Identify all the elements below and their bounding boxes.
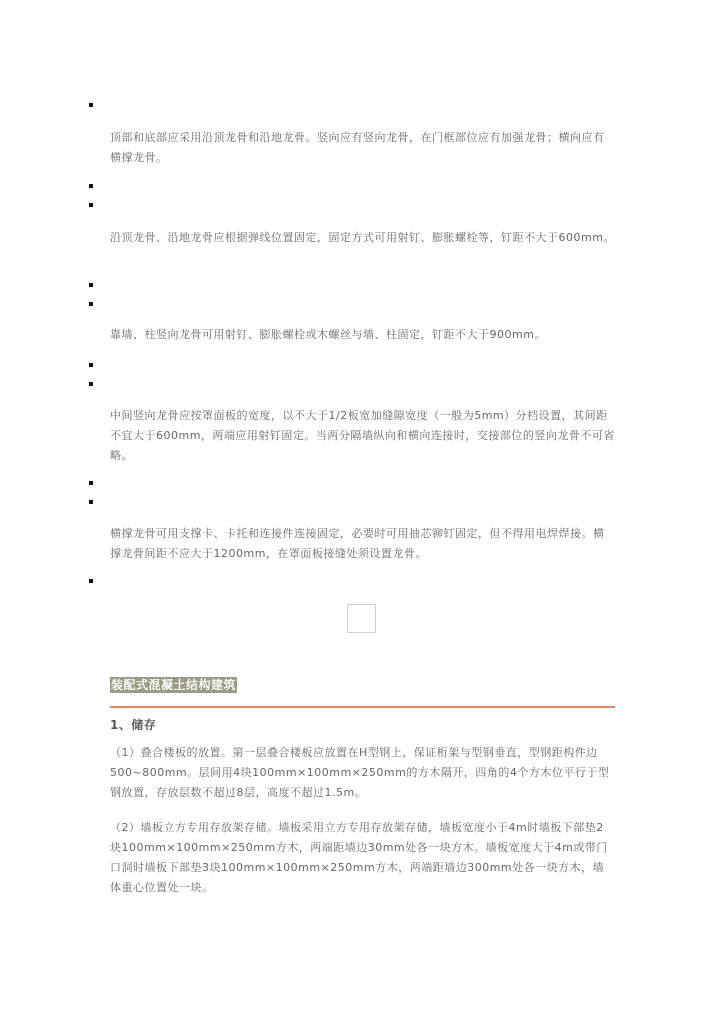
paragraph-storage-wall-panels: （2）墙板立方专用存放架存储。墙板采用立方专用存放架存储，墙板宽度小于4m时墙板下部垫2块100mm×100mm×250mm方木，两端距墙边30mm处各一块方木。墙板宽度大于4m或带门口洞时墙板下部垫3块100mm×100mm×250mm方木，两端距墙边300mm处各一块方木，墙体重心位置处一块。 bbox=[110, 821, 608, 894]
subsection-heading: 1、储存 bbox=[110, 718, 157, 732]
paragraph-top-bottom-keels: 顶部和底部应采用沿顶龙骨和沿地龙骨。竖向应有竖向龙骨，在门框部位应有加强龙骨；横向应有横撑龙骨。 bbox=[110, 131, 605, 164]
bullet-marker bbox=[89, 579, 93, 583]
section-title: 装配式混凝土结构建筑 bbox=[111, 678, 237, 692]
bullet-marker bbox=[89, 481, 93, 485]
paragraph-middle-vertical-keels: 中间竖向龙骨应按罩面板的宽度，以不大于1/2板宽加缝隙宽度（一般为5mm）分档设置，其间距不宜大于600mm，两端应用射钉固定。当两分隔墙纵向和横向连接时，交接部位的竖向龙骨不可省略。 bbox=[110, 409, 615, 462]
bullet-marker bbox=[89, 382, 93, 386]
paragraph-cross-brace-keels: 横撑龙骨可用支撑卡、卡托和连接件连接固定，必要时可用抽芯铆钉固定，但不得用电焊焊接。横撑龙骨间距不应大于1200mm，在罩面板接缝处须设置龙骨。 bbox=[110, 527, 605, 560]
bullet-marker bbox=[89, 302, 93, 306]
bullet-marker bbox=[89, 283, 93, 287]
section-divider bbox=[110, 706, 615, 708]
paragraph-storage-floor-slabs: （1）叠合楼板的放置。第一层叠合楼板应放置在H型钢上，保证桁架与型钢垂直，型钢距构件边500~800mm。层间用4块100mm×100mm×250mm的方木隔开，四角的4个方木位平行于型钢放置，存放层数不超过8层，高度不超过1.5m。 bbox=[110, 746, 610, 799]
bullet-marker bbox=[89, 363, 93, 367]
paragraph-keel-fixing: 沿顶龙骨、沿地龙骨应根据弹线位置固定，固定方式可用射钉、膨胀螺栓等，钉距不大于600mm。 bbox=[110, 231, 615, 244]
bullet-marker bbox=[89, 203, 93, 207]
image-placeholder bbox=[347, 604, 376, 633]
bullet-marker bbox=[89, 500, 93, 504]
paragraph-wall-column-keels: 靠墙、柱竖向龙骨可用射钉、膨胀螺栓或木螺丝与墙、柱固定，钉距不大于900mm。 bbox=[110, 328, 546, 341]
bullet-marker bbox=[89, 103, 93, 107]
bullet-marker bbox=[89, 184, 93, 188]
